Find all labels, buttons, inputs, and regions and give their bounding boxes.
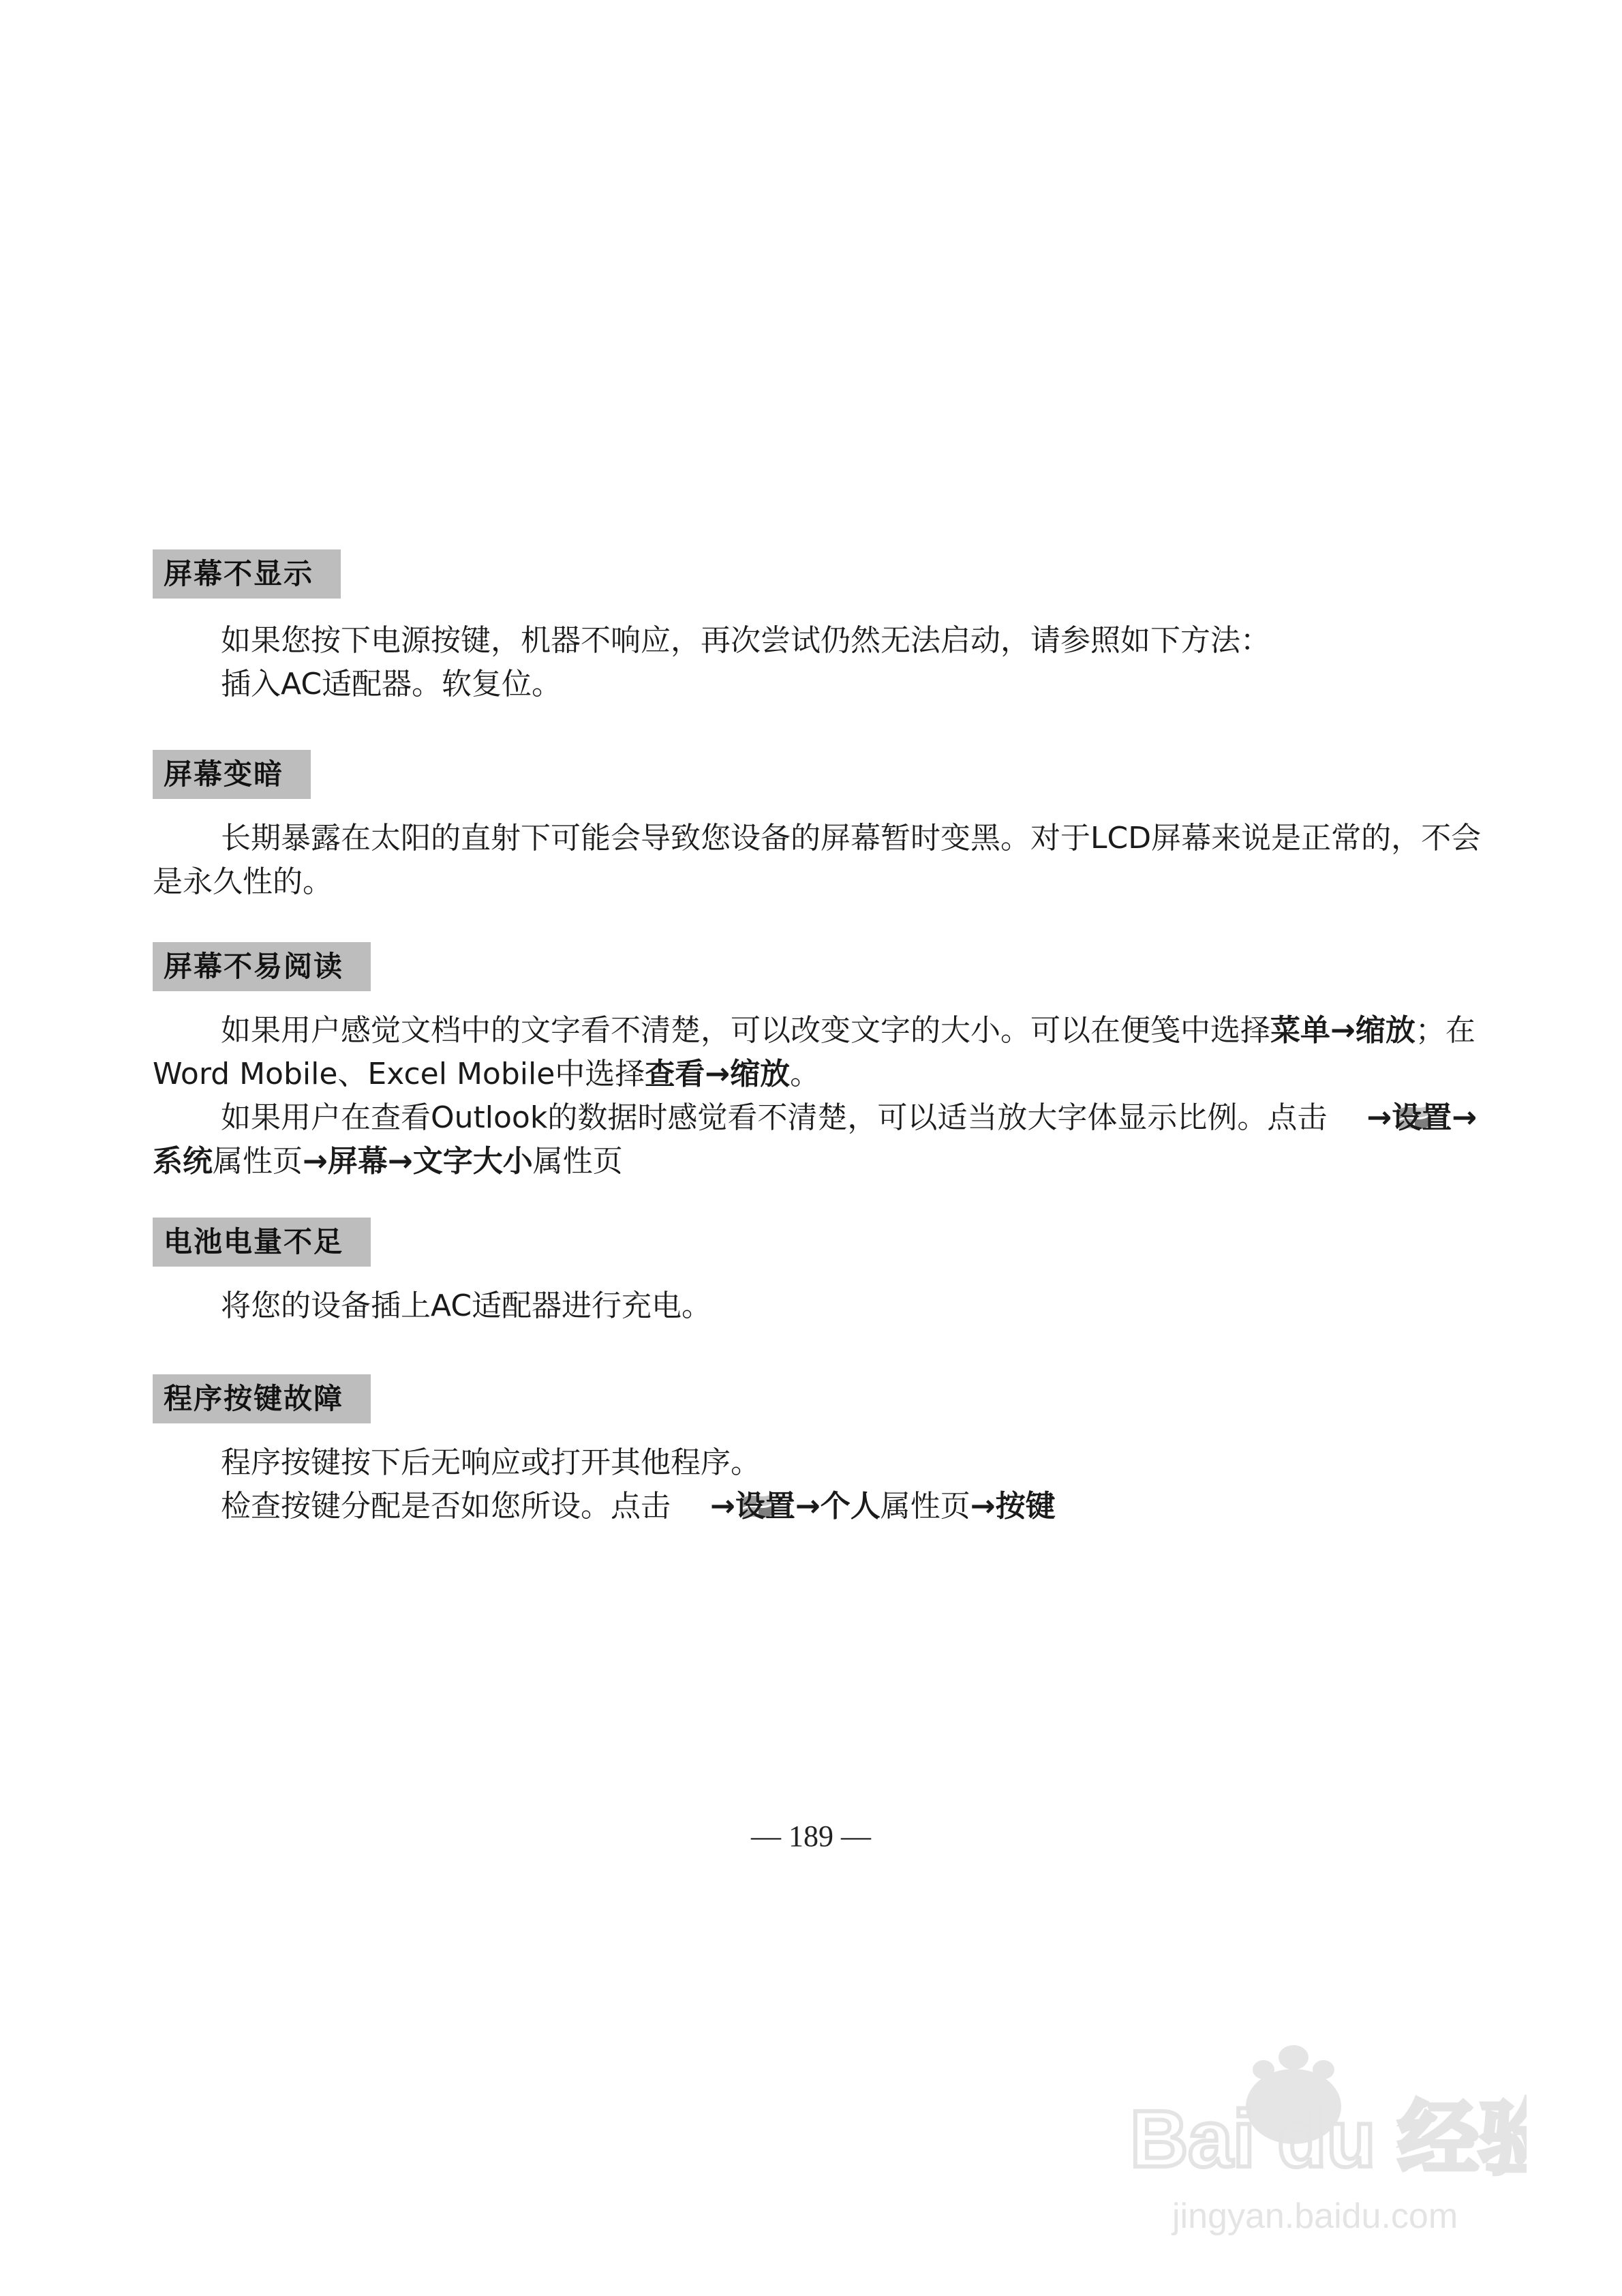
menu-path: →按键 xyxy=(970,1489,1056,1524)
section-screen-hard-to-read xyxy=(153,942,1488,1183)
text: 属性页 xyxy=(532,1144,623,1179)
menu-path: 查看→缩放 xyxy=(645,1057,791,1091)
section-screen-no-display xyxy=(153,549,1488,706)
section-heading: 屏幕不显示 xyxy=(153,549,341,599)
text: 检查按键分配是否如您所设。点击 xyxy=(221,1489,671,1524)
paragraph: 插入AC适配器。软复位。 xyxy=(221,667,562,701)
section-screen-dim xyxy=(153,750,1488,904)
paragraph xyxy=(153,1096,1488,1183)
windows-start-icon xyxy=(672,1489,709,1519)
text: 如果用户感觉文档中的文字看不清楚，可以改变文字的大小。可以在便笺中选择 xyxy=(221,1013,1270,1048)
menu-path: →设置→个人 xyxy=(710,1489,881,1524)
section-heading: 电池电量不足 xyxy=(153,1218,371,1267)
text: 属性页 xyxy=(880,1489,970,1524)
section-heading: 程序按键故障 xyxy=(153,1374,371,1423)
paragraph xyxy=(153,1009,1488,1096)
text: 。 xyxy=(790,1057,821,1091)
menu-path: 菜单→缩放 xyxy=(1270,1013,1416,1048)
paragraph: 将您的设备插上AC适配器进行充电。 xyxy=(221,1288,712,1323)
paragraph: 如果您按下电源按键，机器不响应，再次尝试仍然无法启动，请参照如下方法： xyxy=(221,623,1270,658)
windows-start-icon xyxy=(1328,1100,1365,1130)
paragraph: 长期暴露在太阳的直射下可能会导致您设备的屏幕暂时变黑。对于LCD屏幕来说是正常的，不会是永久性的。 xyxy=(153,821,1482,899)
text: 如果用户在查看Outlook的数据时感觉看不清楚，可以适当放大字体显示比例。点击 xyxy=(221,1100,1328,1135)
watermark-url: jingyan.baidu.com xyxy=(1172,2196,1458,2236)
section-heading: 屏幕变暗 xyxy=(153,750,311,799)
text: ；在Word Mobile、Excel Mobile中选择 xyxy=(153,1013,1475,1091)
paragraph: 程序按键按下后无响应或打开其他程序。 xyxy=(221,1445,761,1480)
section-program-key-fault xyxy=(153,1374,1488,1528)
watermark-brand: Bai du 经验 xyxy=(1130,2094,1527,2184)
text: 属性页 xyxy=(213,1144,303,1179)
section-low-battery xyxy=(153,1218,1488,1328)
menu-path: →屏幕→文字大小 xyxy=(303,1144,533,1179)
paragraph xyxy=(153,1485,1488,1528)
baidu-jingyan-watermark xyxy=(1118,2045,1527,2250)
page-number: — 189 — xyxy=(751,1819,871,1853)
menu-path: →设置→系统 xyxy=(153,1100,1478,1179)
section-heading: 屏幕不易阅读 xyxy=(153,942,371,991)
